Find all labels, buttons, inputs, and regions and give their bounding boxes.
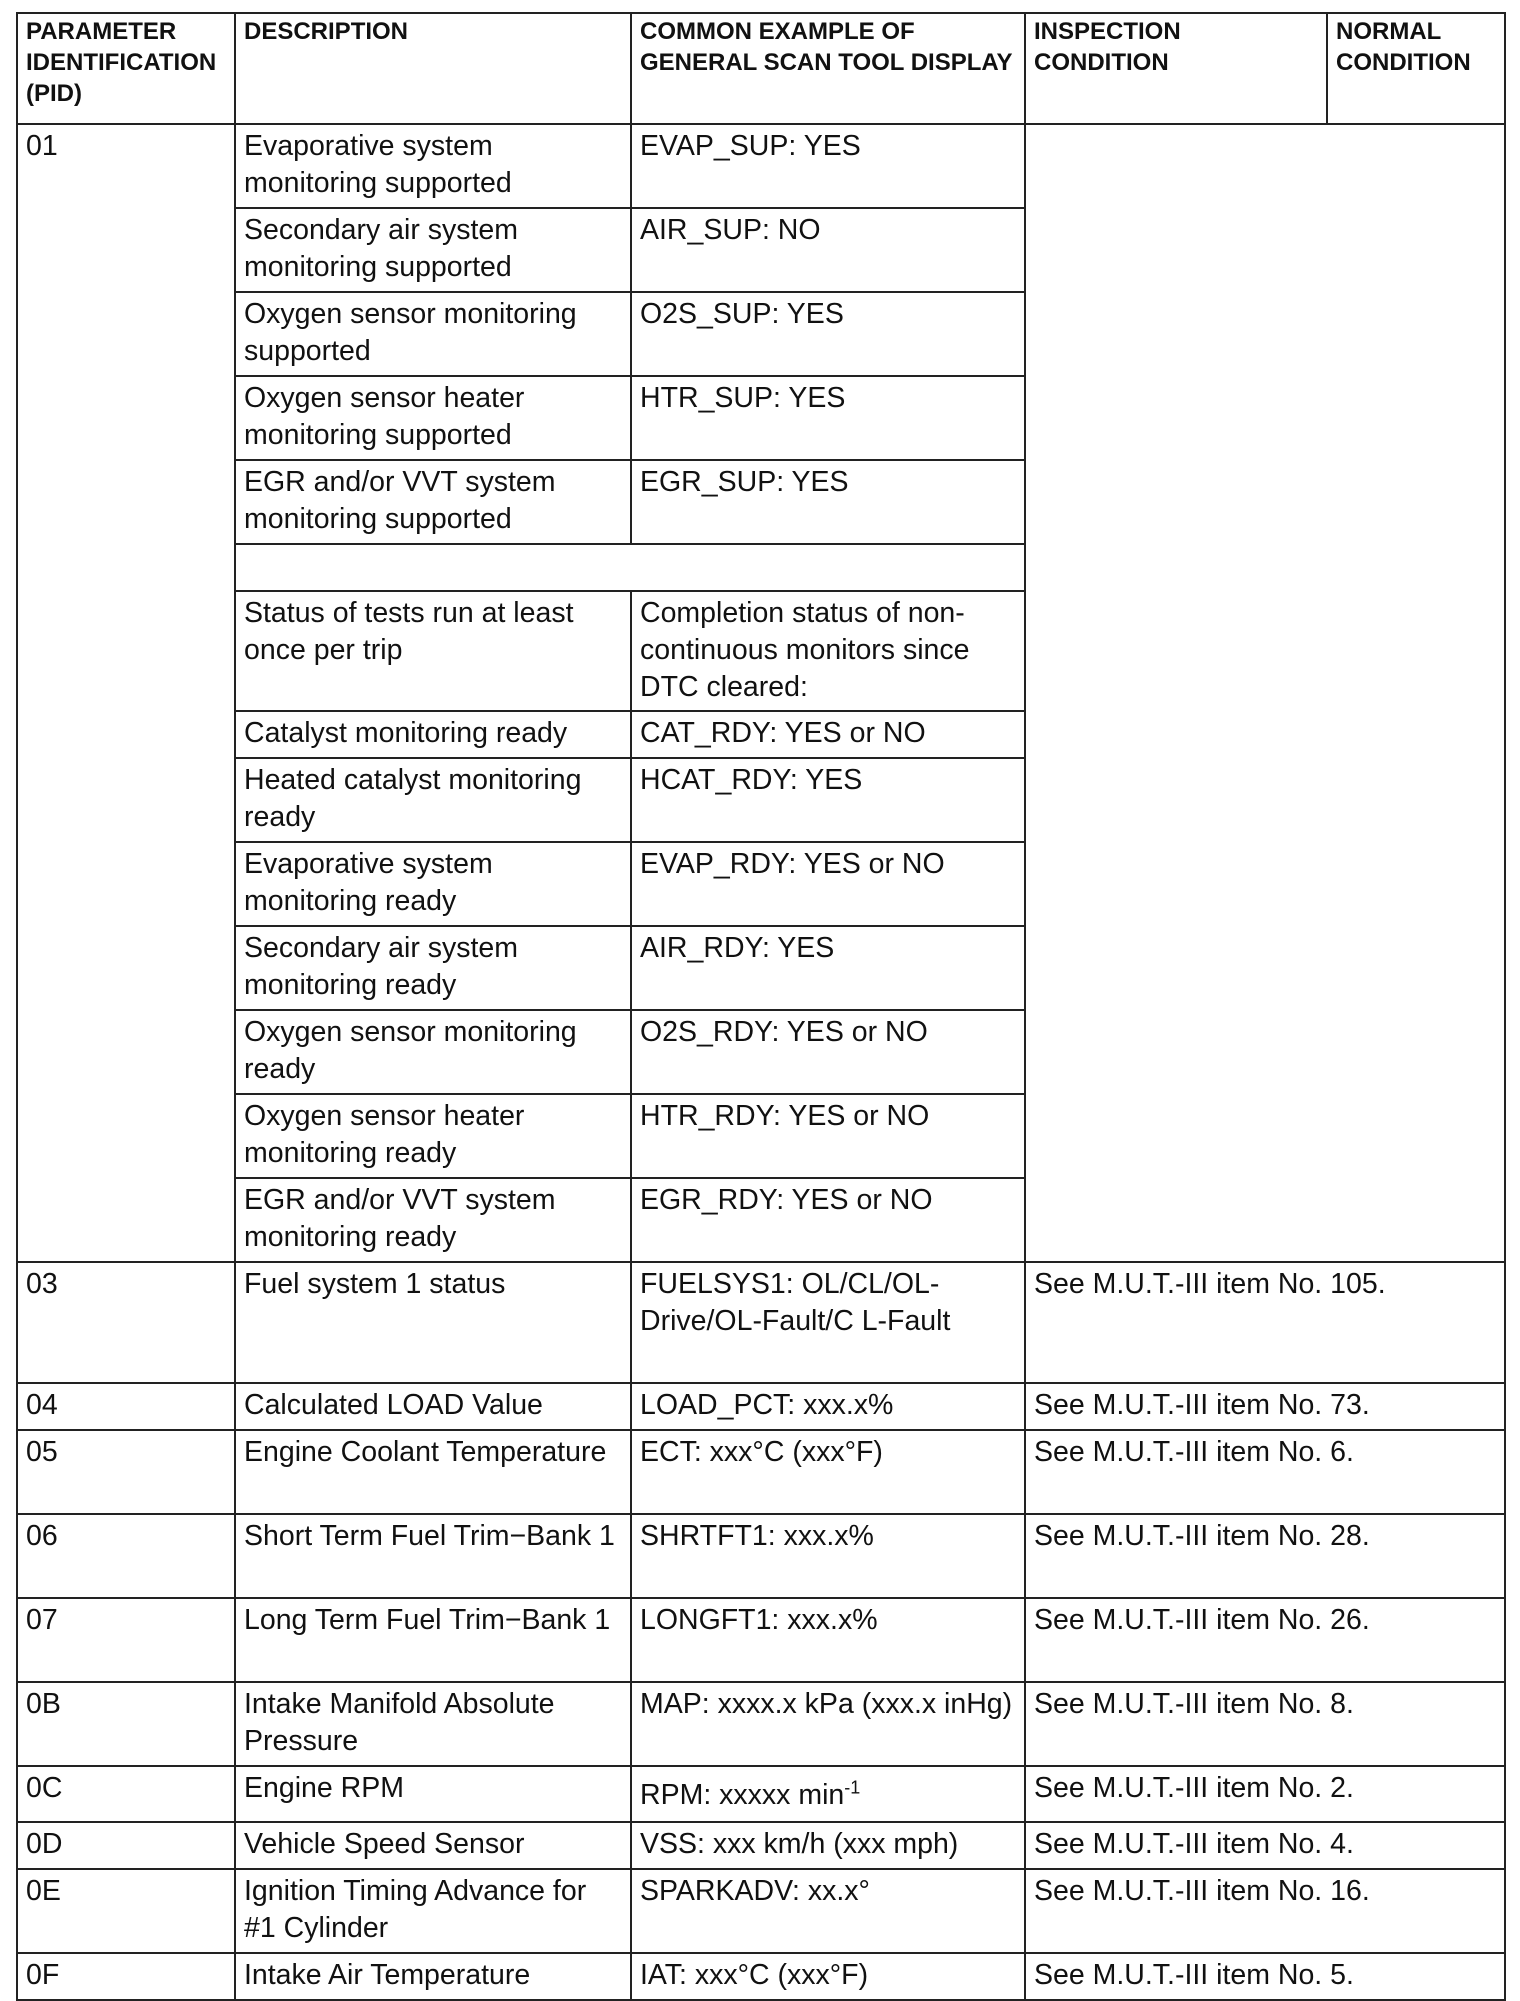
condition-cell: See M.U.T.-III item No. 6.: [1025, 1430, 1505, 1514]
condition-cell: See M.U.T.-III item No. 105.: [1025, 1262, 1505, 1383]
display-cell: VSS: xxx km/h (xxx mph): [631, 1822, 1025, 1869]
pid-cell: 05: [17, 1430, 235, 1514]
description-cell: Ignition Timing Advance for #1 Cylinder: [235, 1869, 631, 1953]
condition-cell: See M.U.T.-III item No. 26.: [1025, 1598, 1505, 1682]
superscript: -1: [844, 1777, 861, 1798]
pid-cell: 04: [17, 1383, 235, 1430]
header-normal: NORMAL CONDITION: [1327, 13, 1505, 124]
display-cell: SPARKADV: xx.x°: [631, 1869, 1025, 1953]
pid-cell: 01: [17, 124, 235, 1262]
pid-cell: 03: [17, 1262, 235, 1383]
table-row: [17, 1822, 1505, 1869]
pid-table: [16, 12, 1506, 2001]
table-row: [17, 1383, 1505, 1430]
display-cell: HTR_SUP: YES: [631, 376, 1025, 460]
empty-cell: [235, 544, 1025, 591]
table-row: [17, 1430, 1505, 1514]
condition-cell: See M.U.T.-III item No. 5.: [1025, 1953, 1505, 2000]
display-cell: EVAP_RDY: YES or NO: [631, 842, 1025, 926]
description-cell: Calculated LOAD Value: [235, 1383, 631, 1430]
display-cell: EVAP_SUP: YES: [631, 124, 1025, 208]
display-cell: FUELSYS1: OL/CL/OL-Drive/OL-Fault/C L-Fault: [631, 1262, 1025, 1383]
description-cell: Status of tests run at least once per trip: [235, 591, 631, 711]
description-cell: EGR and/or VVT system monitoring ready: [235, 1178, 631, 1262]
description-cell: Fuel system 1 status: [235, 1262, 631, 1383]
table-row: [17, 1766, 1505, 1822]
description-cell: Intake Manifold Absolute Pressure: [235, 1682, 631, 1766]
display-cell: O2S_SUP: YES: [631, 292, 1025, 376]
description-cell: Long Term Fuel Trim−Bank 1: [235, 1598, 631, 1682]
display-cell: EGR_SUP: YES: [631, 460, 1025, 544]
display-cell: Completion status of non-continuous monitors since DTC cleared:: [631, 591, 1025, 711]
pid-cell: 07: [17, 1598, 235, 1682]
description-cell: Secondary air system monitoring supported: [235, 208, 631, 292]
display-cell: LOAD_PCT: xxx.x%: [631, 1383, 1025, 1430]
description-cell: Engine RPM: [235, 1766, 631, 1822]
display-cell: CAT_RDY: YES or NO: [631, 711, 1025, 758]
description-cell: Engine Coolant Temperature: [235, 1430, 631, 1514]
description-cell: Short Term Fuel Trim−Bank 1: [235, 1514, 631, 1598]
pid-cell: 0B: [17, 1682, 235, 1766]
header-display: COMMON EXAMPLE OF GENERAL SCAN TOOL DISPLAY: [631, 13, 1025, 124]
condition-cell: See M.U.T.-III item No. 8.: [1025, 1682, 1505, 1766]
description-cell: Oxygen sensor heater monitoring supported: [235, 376, 631, 460]
header-pid: PARAMETER IDENTIFICATION (PID): [17, 13, 235, 124]
description-cell: Heated catalyst monitoring ready: [235, 758, 631, 842]
display-cell: ECT: xxx°C (xxx°F): [631, 1430, 1025, 1514]
header-row: [17, 13, 1505, 124]
pid-cell: 0D: [17, 1822, 235, 1869]
display-cell: EGR_RDY: YES or NO: [631, 1178, 1025, 1262]
description-cell: Oxygen sensor monitoring ready: [235, 1010, 631, 1094]
description-cell: Catalyst monitoring ready: [235, 711, 631, 758]
display-cell: HCAT_RDY: YES: [631, 758, 1025, 842]
table-row: [17, 1953, 1505, 2000]
display-cell: AIR_RDY: YES: [631, 926, 1025, 1010]
description-cell: Vehicle Speed Sensor: [235, 1822, 631, 1869]
table-row: [17, 1682, 1505, 1766]
display-text: RPM: xxxxx min: [640, 1779, 845, 1811]
description-cell: Oxygen sensor monitoring supported: [235, 292, 631, 376]
condition-cell: See M.U.T.-III item No. 73.: [1025, 1383, 1505, 1430]
description-cell: Evaporative system monitoring supported: [235, 124, 631, 208]
description-cell: Oxygen sensor heater monitoring ready: [235, 1094, 631, 1178]
condition-cell: See M.U.T.-III item No. 2.: [1025, 1766, 1505, 1822]
condition-cell: See M.U.T.-III item No. 28.: [1025, 1514, 1505, 1598]
description-cell: Secondary air system monitoring ready: [235, 926, 631, 1010]
description-cell: EGR and/or VVT system monitoring supported: [235, 460, 631, 544]
display-cell: AIR_SUP: NO: [631, 208, 1025, 292]
pid-cell: 0E: [17, 1869, 235, 1953]
display-cell: LONGFT1: xxx.x%: [631, 1598, 1025, 1682]
display-cell: O2S_RDY: YES or NO: [631, 1010, 1025, 1094]
condition-cell: See M.U.T.-III item No. 16.: [1025, 1869, 1505, 1953]
header-inspection: INSPECTION CONDITION: [1025, 13, 1327, 124]
condition-cell: See M.U.T.-III item No. 4.: [1025, 1822, 1505, 1869]
table-row: [17, 1262, 1505, 1383]
table-row: [17, 124, 1505, 208]
header-description: DESCRIPTION: [235, 13, 631, 124]
pid-cell: 0C: [17, 1766, 235, 1822]
display-cell: [631, 1766, 1025, 1822]
display-cell: IAT: xxx°C (xxx°F): [631, 1953, 1025, 2000]
table-row: [17, 1514, 1505, 1598]
pid-cell: 0F: [17, 1953, 235, 2000]
display-cell: MAP: xxxx.x kPa (xxx.x inHg): [631, 1682, 1025, 1766]
table-row: [17, 1598, 1505, 1682]
table-row: [17, 1869, 1505, 1953]
condition-cell-empty: [1025, 124, 1505, 1262]
description-cell: Intake Air Temperature: [235, 1953, 631, 2000]
display-cell: SHRTFT1: xxx.x%: [631, 1514, 1025, 1598]
description-cell: Evaporative system monitoring ready: [235, 842, 631, 926]
display-cell: HTR_RDY: YES or NO: [631, 1094, 1025, 1178]
pid-cell: 06: [17, 1514, 235, 1598]
